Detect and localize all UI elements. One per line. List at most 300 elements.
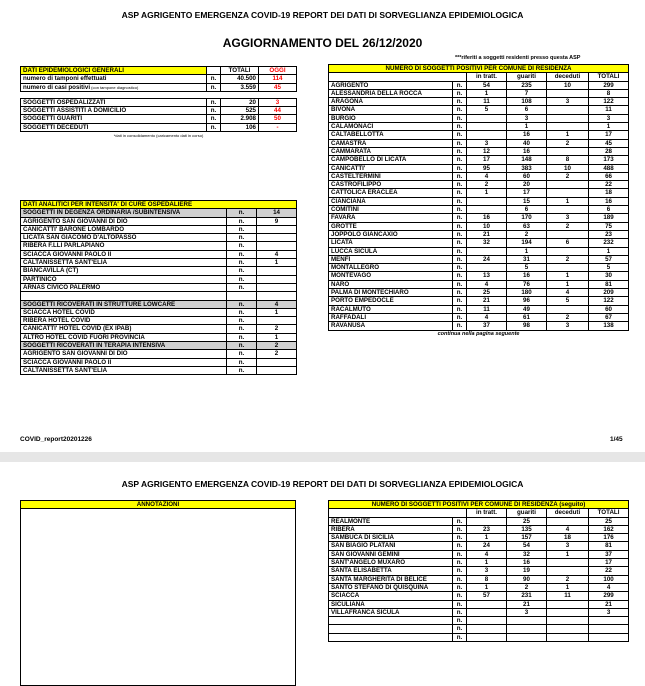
comune-row <box>329 313 629 321</box>
col-oggi-header: OGGI <box>259 67 297 75</box>
general-heading-row <box>21 67 297 75</box>
totali-value: 162 <box>589 525 629 533</box>
in-trattamento-value: 24 <box>467 255 507 263</box>
in-trattamento-value: 4 <box>467 550 507 558</box>
in-trattamento-value: 24 <box>467 542 507 550</box>
totali-value: 16 <box>589 197 629 205</box>
unit-cell: n. <box>207 107 221 115</box>
hospital-row-label: RIBERA F.LLI PARLAPIANO <box>21 242 227 250</box>
in-trattamento-value <box>467 114 507 122</box>
hospital-row-value: 4 <box>257 300 297 308</box>
comune-row <box>329 123 629 131</box>
unit-cell: n. <box>453 206 467 214</box>
comune-row <box>329 164 629 172</box>
in-trattamento-value: 25 <box>467 289 507 297</box>
deceduti-value <box>547 123 589 131</box>
comune-name: REALMONTE <box>329 517 453 525</box>
deceduti-value: 1 <box>547 583 589 591</box>
comune-row <box>329 255 629 263</box>
hospital-row-value: 1 <box>257 259 297 267</box>
hospital-row <box>21 325 297 333</box>
deceduti-value: 1 <box>547 131 589 139</box>
in-trattamento-value: 54 <box>467 81 507 89</box>
hospital-row-value <box>257 225 297 233</box>
deceduti-value <box>547 247 589 255</box>
hospital-row <box>21 225 297 233</box>
guariti-value: 90 <box>507 575 547 583</box>
deceduti-value: 2 <box>547 139 589 147</box>
guariti-value <box>507 617 547 625</box>
totali-value: 17 <box>589 559 629 567</box>
unit-cell: n. <box>453 559 467 567</box>
deceduti-value <box>547 559 589 567</box>
comune-row <box>329 550 629 558</box>
deceduti-value <box>547 181 589 189</box>
unit-cell: n. <box>453 633 467 641</box>
in-trattamento-value: 21 <box>467 230 507 238</box>
oggi-value: 3 <box>259 98 297 106</box>
totali-value: 4 <box>589 583 629 591</box>
general-row <box>21 98 297 106</box>
in-trattamento-value: 4 <box>467 172 507 180</box>
hospital-row <box>21 350 297 358</box>
comune-row <box>329 81 629 89</box>
comune-row <box>329 89 629 97</box>
guariti-value: 7 <box>507 89 547 97</box>
comuni-col-header: in tratt. <box>467 509 507 517</box>
guariti-value: 16 <box>507 272 547 280</box>
empty-cell <box>453 509 467 517</box>
unit-cell: n. <box>453 123 467 131</box>
comune-row <box>329 583 629 591</box>
totali-value: 40.500 <box>221 75 259 83</box>
general-row <box>21 83 297 91</box>
comune-name: SAMBUCA DI SICILIA <box>329 534 453 542</box>
comune-name: BIVONA <box>329 106 453 114</box>
totali-value: 67 <box>589 313 629 321</box>
in-trattamento-value: 95 <box>467 164 507 172</box>
unit-cell: n. <box>453 517 467 525</box>
deceduti-value <box>547 206 589 214</box>
comuni-positive-table <box>328 64 629 338</box>
hospital-row-value: 4 <box>257 250 297 258</box>
comune-row <box>329 106 629 114</box>
general-row-label: numero di tamponi effettuati <box>21 75 207 83</box>
spacer-cell <box>21 91 207 98</box>
totali-value: 3 <box>589 608 629 616</box>
unit-cell: n. <box>227 333 257 341</box>
guariti-value <box>507 625 547 633</box>
comune-name: CALTABELLOTTA <box>329 131 453 139</box>
in-trattamento-value <box>467 600 507 608</box>
guariti-value: 20 <box>507 181 547 189</box>
hospital-row-label: SCIACCA GIOVANNI PAOLO II <box>21 358 227 366</box>
deceduti-value <box>547 230 589 238</box>
hospital-row <box>21 300 297 308</box>
hospital-heading: DATI ANALITICI PER INTENSITA' DI CURE OSPEDALIERE <box>21 201 297 209</box>
unit-cell: n. <box>227 283 257 291</box>
hospital-row-value <box>257 242 297 250</box>
hospital-row-value <box>257 283 297 291</box>
oggi-value: 50 <box>259 115 297 123</box>
deceduti-value <box>547 114 589 122</box>
comune-row <box>329 172 629 180</box>
in-trattamento-value: 4 <box>467 313 507 321</box>
empty-cell <box>329 509 453 517</box>
deceduti-value <box>547 189 589 197</box>
totali-value: 57 <box>589 255 629 263</box>
guariti-value: 25 <box>507 517 547 525</box>
hospital-row-value <box>257 358 297 366</box>
continue-row <box>329 330 629 338</box>
deceduti-value: 10 <box>547 81 589 89</box>
general-row <box>21 115 297 123</box>
in-trattamento-value <box>467 264 507 272</box>
comune-name: CANICATTI' <box>329 164 453 172</box>
unit-cell: n. <box>227 358 257 366</box>
unit-cell: n. <box>453 534 467 542</box>
in-trattamento-value: 4 <box>467 280 507 288</box>
deceduti-value: 3 <box>547 542 589 550</box>
comune-name: MENFI <box>329 255 453 263</box>
general-row-label: SOGGETTI GUARITI <box>21 115 207 123</box>
comune-name <box>329 625 453 633</box>
general-row-label: SOGGETTI OSPEDALIZZATI <box>21 98 207 106</box>
deceduti-value: 2 <box>547 172 589 180</box>
comune-row <box>329 197 629 205</box>
guariti-value: 19 <box>507 567 547 575</box>
unit-cell: n. <box>453 575 467 583</box>
totali-value: 18 <box>589 189 629 197</box>
unit-cell: n. <box>453 222 467 230</box>
deceduti-value <box>547 147 589 155</box>
unit-cell: n. <box>453 264 467 272</box>
comuni-col-header: guariti <box>507 509 547 517</box>
report-title: AGGIORNAMENTO DEL 26/12/2020 <box>222 36 423 50</box>
comune-row <box>329 181 629 189</box>
comuni-col-header: deceduti <box>547 509 589 517</box>
unit-cell: n. <box>227 342 257 350</box>
comune-row <box>329 633 629 641</box>
deceduti-value <box>547 600 589 608</box>
annotations-area <box>21 509 296 686</box>
totali-value: 8 <box>589 89 629 97</box>
hospital-row-label: ARNAS CIVICO PALERMO <box>21 283 227 291</box>
hospital-row-label: SCIACCA GIOVANNI PAOLO II <box>21 250 227 258</box>
spacer-cell <box>207 91 221 98</box>
resident-note: ***riferiti a soggetti residenti presso questa ASP <box>455 55 581 61</box>
comune-row <box>329 230 629 238</box>
unit-cell: n. <box>453 114 467 122</box>
deceduti-value: 3 <box>547 214 589 222</box>
comune-name: VILLAFRANCA SICULA <box>329 608 453 616</box>
guariti-value: 194 <box>507 239 547 247</box>
hospital-row-label: PARTINICO <box>21 275 227 283</box>
oggi-value: 45 <box>259 83 297 91</box>
empty-cell <box>207 67 221 75</box>
in-trattamento-value: 3 <box>467 567 507 575</box>
comune-row <box>329 289 629 297</box>
deceduti-value <box>547 625 589 633</box>
comune-row <box>329 625 629 633</box>
unit-cell: n. <box>453 106 467 114</box>
totali-value: 122 <box>589 98 629 106</box>
deceduti-value: 6 <box>547 239 589 247</box>
in-trattamento-value: 11 <box>467 98 507 106</box>
hospital-row <box>21 250 297 258</box>
spacer-cell <box>259 91 297 98</box>
unit-cell: n. <box>453 81 467 89</box>
unit-cell: n. <box>227 234 257 242</box>
guariti-value: 49 <box>507 305 547 313</box>
hospital-row-value <box>257 366 297 374</box>
unit-cell: n. <box>453 313 467 321</box>
hospital-row <box>21 342 297 350</box>
comune-row <box>329 608 629 616</box>
totali-value: 232 <box>589 239 629 247</box>
in-trattamento-value <box>467 617 507 625</box>
unit-cell: n. <box>207 83 221 91</box>
comuni-columns-row <box>329 509 629 517</box>
comune-name: SANTO STEFANO DI QUISQUINA <box>329 583 453 591</box>
hospital-row-value: 9 <box>257 217 297 225</box>
unit-cell: n. <box>227 259 257 267</box>
unit-cell: n. <box>453 625 467 633</box>
hospital-row <box>21 317 297 325</box>
deceduti-value <box>547 264 589 272</box>
oggi-value: 114 <box>259 75 297 83</box>
in-trattamento-value: 1 <box>467 559 507 567</box>
guariti-value: 15 <box>507 197 547 205</box>
totali-value: 17 <box>589 131 629 139</box>
comune-name: LICATA <box>329 239 453 247</box>
hospital-row-label: CANICATTI' HOTEL COVID (EX IPAB) <box>21 325 227 333</box>
oggi-value: - <box>259 123 297 131</box>
page-number: 1/45 <box>610 436 623 443</box>
comune-row <box>329 98 629 106</box>
unit-cell: n. <box>227 317 257 325</box>
hospital-row <box>21 259 297 267</box>
deceduti-value: 4 <box>547 525 589 533</box>
general-row-sublabel: (con tampone diagnostico) <box>90 84 139 90</box>
guariti-value: 76 <box>507 280 547 288</box>
totali-value: 81 <box>589 280 629 288</box>
general-row-label: SOGGETTI ASSISTITI A DOMICILIO <box>21 107 207 115</box>
hospital-row-label: SCIACCA HOTEL COVID <box>21 308 227 316</box>
deceduti-value: 11 <box>547 592 589 600</box>
comune-row <box>329 567 629 575</box>
guariti-value: 383 <box>507 164 547 172</box>
in-trattamento-value: 21 <box>467 297 507 305</box>
totali-value: 3.559 <box>221 83 259 91</box>
comune-name: RACALMUTO <box>329 305 453 313</box>
in-trattamento-value: 12 <box>467 147 507 155</box>
guariti-value: 1 <box>507 123 547 131</box>
guariti-value: 61 <box>507 313 547 321</box>
comune-name: GROTTE <box>329 222 453 230</box>
hospital-row <box>21 217 297 225</box>
in-trattamento-value <box>467 197 507 205</box>
comune-name: SICULIANA <box>329 600 453 608</box>
in-trattamento-value <box>467 247 507 255</box>
hospital-row-label: ALTRO HOTEL COVID FUORI PROVINCIA <box>21 333 227 341</box>
deceduti-value: 3 <box>547 322 589 330</box>
comune-row <box>329 139 629 147</box>
unit-cell: n. <box>453 172 467 180</box>
comune-name: CASTROFILIPPO <box>329 181 453 189</box>
hospital-row-label: CANICATTI' BARONE LOMBARDO <box>21 225 227 233</box>
unit-cell: n. <box>207 75 221 83</box>
hospital-row-label <box>21 292 227 300</box>
unit-cell: n. <box>453 247 467 255</box>
unit-cell: n. <box>453 131 467 139</box>
hospital-row-label: SOGGETTI IN DEGENZA ORDINARIA /SUBINTENSIVA <box>21 209 227 217</box>
general-data-table <box>20 66 297 139</box>
totali-value <box>589 617 629 625</box>
hospital-row-label: CALTANISSETTA SANT'ELIA <box>21 259 227 267</box>
hospital-row-label: BIANCAVILLA (CT) <box>21 267 227 275</box>
totali-value: 173 <box>589 156 629 164</box>
comune-row <box>329 206 629 214</box>
unit-cell: n. <box>453 214 467 222</box>
deceduti-value <box>547 89 589 97</box>
unit-cell: n. <box>453 189 467 197</box>
hospital-row <box>21 209 297 217</box>
guariti-value: 40 <box>507 139 547 147</box>
comune-name: SANTA ELISABETTA <box>329 567 453 575</box>
unit-cell: n. <box>453 583 467 591</box>
comune-name: AGRIGENTO <box>329 81 453 89</box>
in-trattamento-value <box>467 633 507 641</box>
comune-row <box>329 280 629 288</box>
guariti-value: 21 <box>507 600 547 608</box>
comune-row <box>329 525 629 533</box>
unit-cell: n. <box>453 617 467 625</box>
totali-value: 1 <box>589 123 629 131</box>
guariti-value: 17 <box>507 189 547 197</box>
hospital-row-label: AGRIGENTO SAN GIOVANNI DI DIO <box>21 350 227 358</box>
comuni-heading-row <box>329 501 629 509</box>
totali-value: 122 <box>589 297 629 305</box>
unit-cell: n. <box>227 250 257 258</box>
report-page-2 <box>0 462 645 686</box>
in-trattamento-value: 32 <box>467 239 507 247</box>
unit-cell: n. <box>227 350 257 358</box>
hospital-row-value <box>257 275 297 283</box>
deceduti-value: 2 <box>547 575 589 583</box>
comune-name: PORTO EMPEDOCLE <box>329 297 453 305</box>
unit-cell: n. <box>227 308 257 316</box>
totali-value: 6 <box>589 206 629 214</box>
totali-value: 525 <box>221 107 259 115</box>
deceduti-value <box>547 106 589 114</box>
comune-row <box>329 247 629 255</box>
hospital-care-table <box>20 200 297 375</box>
totali-value: 100 <box>589 575 629 583</box>
totali-value: 3 <box>589 114 629 122</box>
comuni-heading-row <box>329 65 629 73</box>
comune-name: SCIACCA <box>329 592 453 600</box>
comune-name: COMITINI <box>329 206 453 214</box>
unit-cell: n. <box>227 366 257 374</box>
general-footnote: *dati in consolidamento (caricamento dati in corso) <box>113 133 204 139</box>
totali-value: 22 <box>589 181 629 189</box>
comune-row <box>329 617 629 625</box>
totali-value: 299 <box>589 592 629 600</box>
unit-cell: n. <box>453 305 467 313</box>
unit-cell: n. <box>227 217 257 225</box>
totali-value: 176 <box>589 534 629 542</box>
totali-value: 25 <box>589 517 629 525</box>
totali-value: 28 <box>589 147 629 155</box>
deceduti-value: 1 <box>547 280 589 288</box>
totali-value: 75 <box>589 222 629 230</box>
hospital-row-value: 1 <box>257 333 297 341</box>
comune-row <box>329 272 629 280</box>
deceduti-value: 4 <box>547 289 589 297</box>
totali-value: 60 <box>589 305 629 313</box>
comune-row <box>329 131 629 139</box>
guariti-value: 3 <box>507 608 547 616</box>
guariti-value <box>507 633 547 641</box>
comune-name: FAVARA <box>329 214 453 222</box>
hospital-row-value: 2 <box>257 325 297 333</box>
comune-row <box>329 114 629 122</box>
hospital-row <box>21 242 297 250</box>
unit-cell: n. <box>453 280 467 288</box>
guariti-value: 235 <box>507 81 547 89</box>
comuni-col-header: in tratt. <box>467 73 507 81</box>
guariti-value: 98 <box>507 322 547 330</box>
guariti-value: 2 <box>507 583 547 591</box>
deceduti-value <box>547 517 589 525</box>
general-row-label: numero di casi positivi (con tampone diagnostico) <box>21 83 207 91</box>
guariti-value: 5 <box>507 264 547 272</box>
general-row <box>21 107 297 115</box>
guariti-value: 6 <box>507 206 547 214</box>
totali-value: 66 <box>589 172 629 180</box>
deceduti-value <box>547 608 589 616</box>
in-trattamento-value: 17 <box>467 156 507 164</box>
unit-cell: n. <box>453 542 467 550</box>
comune-row <box>329 542 629 550</box>
hospital-heading-row <box>21 201 297 209</box>
comune-name: CATTOLICA ERACLEA <box>329 189 453 197</box>
in-trattamento-value <box>467 131 507 139</box>
general-heading: DATI EPIDEMIOLOGICI GENERALI <box>21 67 207 75</box>
in-trattamento-value: 8 <box>467 575 507 583</box>
general-row-label: SOGGETTI DECEDUTI <box>21 123 207 131</box>
in-trattamento-value: 1 <box>467 189 507 197</box>
hospital-row-value <box>257 234 297 242</box>
totali-value: 81 <box>589 542 629 550</box>
in-trattamento-value: 10 <box>467 222 507 230</box>
comune-name: PALMA DI MONTECHIARO <box>329 289 453 297</box>
in-trattamento-value <box>467 123 507 131</box>
comune-name: SANTA MARGHERITA DI BELICE <box>329 575 453 583</box>
comune-row <box>329 600 629 608</box>
totali-value <box>589 625 629 633</box>
unit-cell: n. <box>227 325 257 333</box>
unit-cell: n. <box>453 239 467 247</box>
comune-name: SANT'ANGELO MUXARO <box>329 559 453 567</box>
comune-name: CAMPOBELLO DI LICATA <box>329 156 453 164</box>
guariti-value: 16 <box>507 147 547 155</box>
hospital-row-value: 2 <box>257 342 297 350</box>
hospital-row-label: AGRIGENTO SAN GIOVANNI DI DIO <box>21 217 227 225</box>
hospital-row-value: 1 <box>257 308 297 316</box>
totali-value: 189 <box>589 214 629 222</box>
